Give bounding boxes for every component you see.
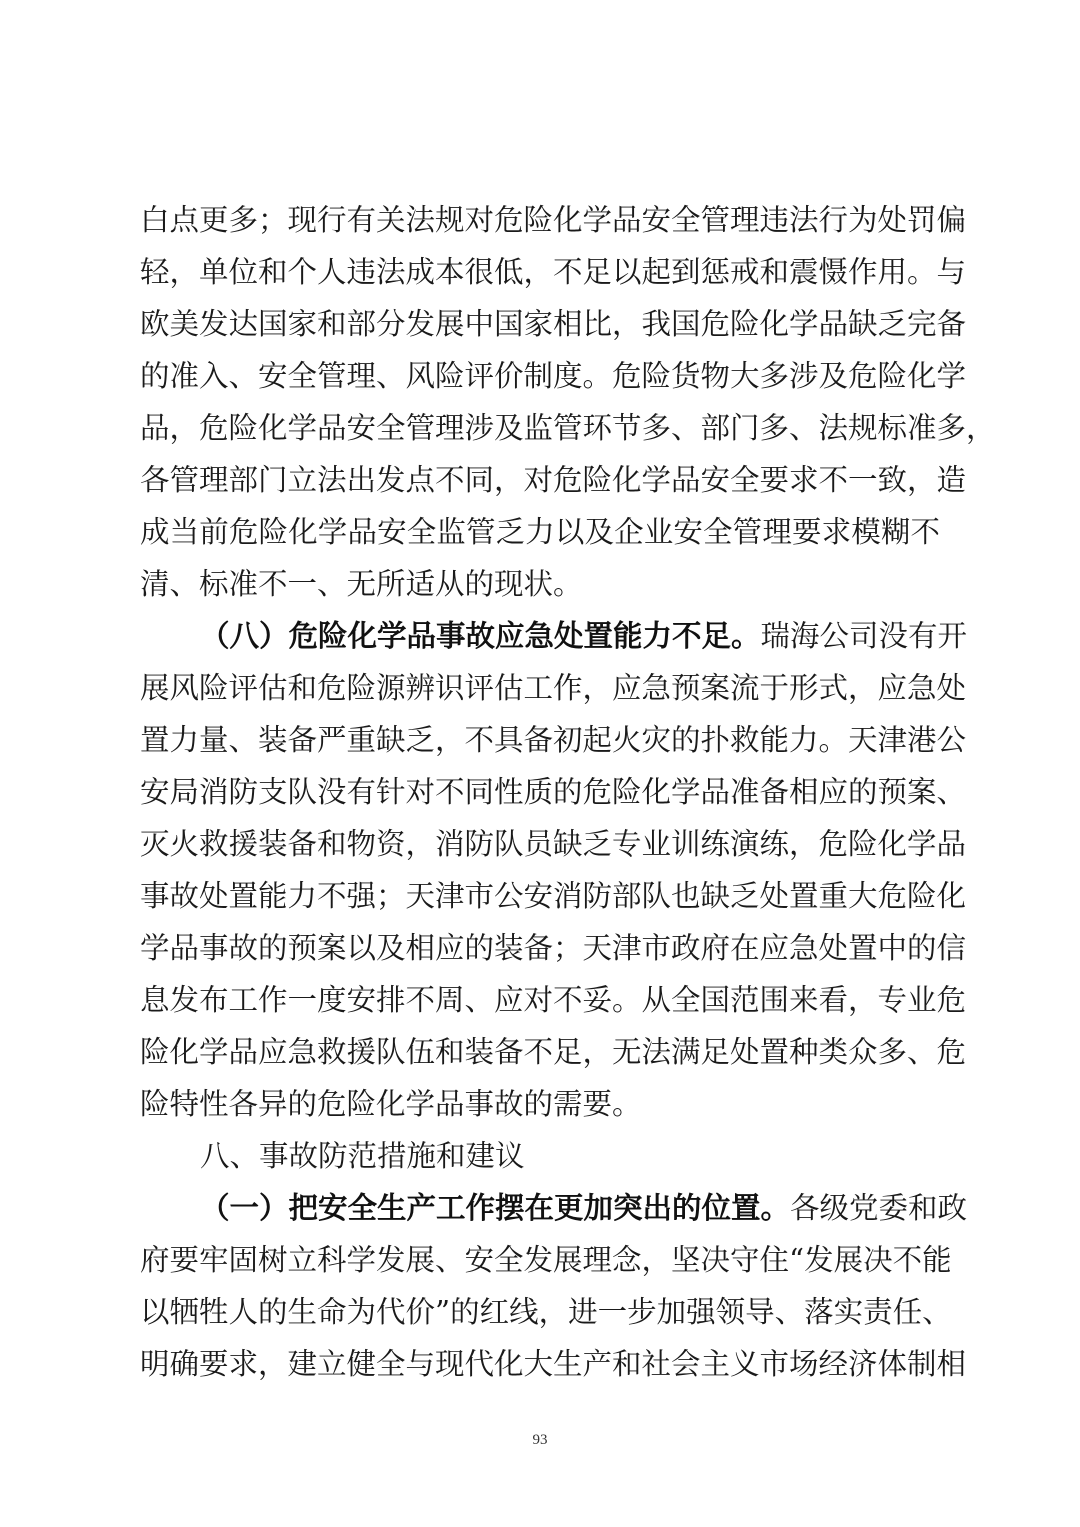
page-number: 93 [532,1432,548,1448]
text-line: 品，危险化学品安全管理涉及监管环节多、部门多、法规标准多， [140,411,996,445]
section-8-heading: （八）危险化学品事故应急处置能力不足。 [200,618,761,653]
text-line: 白点更多；现行有关法规对危险化学品安全管理违法行为处罚偏 [140,203,967,237]
text-line: 清、标准不一、无所适从的现状。 [140,567,583,601]
text-line: 安局消防支队没有针对不同性质的危险化学品准备相应的预案、 [140,775,967,809]
text-line: 府要牢固树立科学发展、安全发展理念，坚决守住“发展决不能 [140,1243,952,1277]
text-line: 置力量、装备严重缺乏，不具备初起火灾的扑救能力。天津港公 [140,723,967,757]
text-line: 事故处置能力不强；天津市公安消防部队也缺乏处置重大危险化 [140,879,967,913]
text-line: 欧美发达国家和部分发展中国家相比，我国危险化学品缺乏完备 [140,307,967,341]
subsection-1-heading: （一）把安全生产工作摆在更加突出的位置。 [200,1190,791,1225]
text-line: 学品事故的预案以及相应的装备；天津市政府在应急处置中的信 [140,931,967,965]
text-line: 险特性各异的危险化学品事故的需要。 [140,1087,642,1121]
text-line: 明确要求，建立健全与现代化大生产和社会主义市场经济体制相 [140,1347,967,1381]
subsection-1-first-line [200,1182,968,1234]
text-line: 险化学品应急救援队伍和装备不足，无法满足处置种类众多、危 [140,1035,967,1069]
text-line: 以牺牲人的生命为代价”的红线，进一步加强领导、落实责任、 [140,1295,952,1329]
subsection-1-text-start: 各级党委和政 [790,1191,968,1225]
text-line: 灭火救援装备和物资，消防队员缺乏专业训练演练，危险化学品 [140,827,967,861]
text-line: 轻，单位和个人违法成本很低，不足以起到惩戒和震慑作用。与 [140,255,967,289]
text-line: 成当前危险化学品安全监管乏力以及企业安全管理要求模糊不 [140,515,940,549]
section-8-first-line [200,610,968,662]
text-line: 各管理部门立法出发点不同，对危险化学品安全要求不一致，造 [140,463,967,497]
text-line: 展风险评估和危险源辨识评估工作，应急预案流于形式，应急处 [140,671,967,705]
text-line: 的准入、安全管理、风险评价制度。危险货物大多涉及危险化学 [140,359,967,393]
chapter-title: 八、事故防范措施和建议 [200,1139,525,1173]
text-line: 息发布工作一度安排不周、应对不妥。从全国范围来看，专业危 [140,983,967,1017]
section-8-text-start: 瑞海公司没有开 [760,619,968,653]
